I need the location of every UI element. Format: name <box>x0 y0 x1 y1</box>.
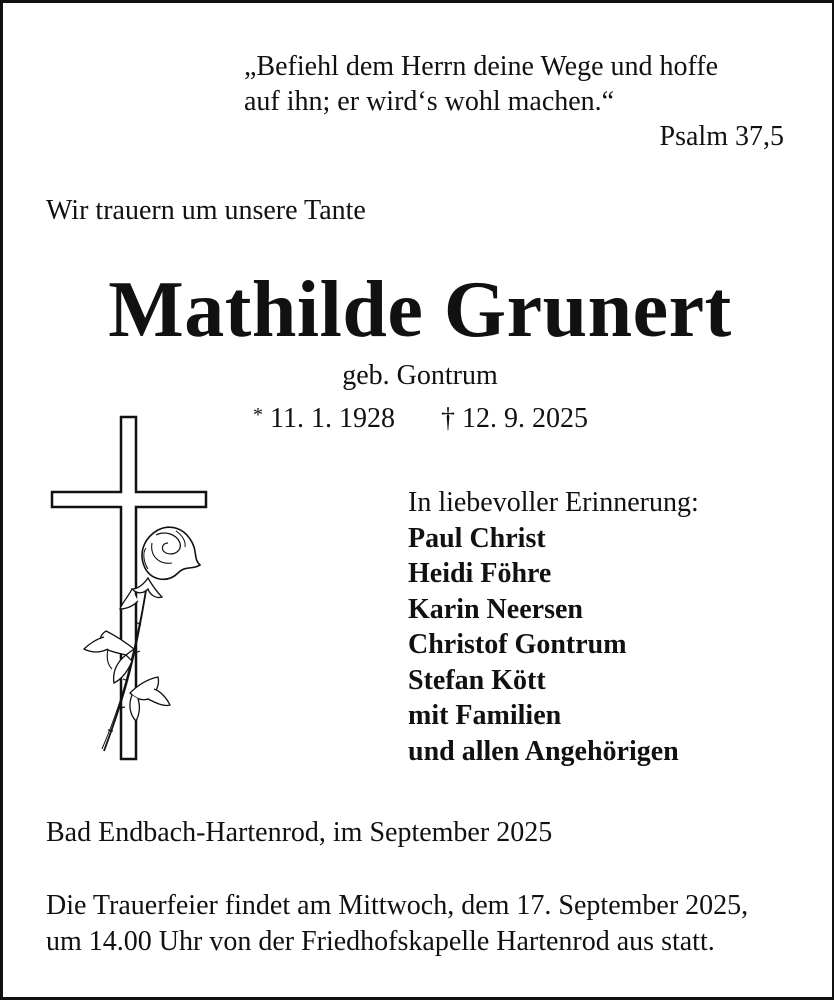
mourner-name: Heidi Föhre <box>408 558 552 589</box>
intro-text: Wir trauern um unsere Tante <box>46 195 366 226</box>
birth-star-icon: * <box>253 404 263 426</box>
quote-source: Psalm 37,5 <box>659 121 784 152</box>
quote-line: „Befiehl dem Herrn deine Wege und hoffe <box>244 51 719 82</box>
mourner-name: Karin Neersen <box>408 593 583 625</box>
quote-line: auf ihn; er wird‘s wohl machen.“ <box>244 86 615 117</box>
birth-date: 11. 1. 1928 <box>270 403 395 434</box>
cross-with-rose-icon <box>48 413 213 763</box>
death-dagger-icon: † <box>440 403 455 434</box>
place-and-date: Bad Endbach-Hartenrod, im September 2025 <box>46 817 553 848</box>
death-date: 12. 9. 2025 <box>461 403 588 434</box>
mourner-name: Stefan Kött <box>408 664 546 696</box>
service-line: Die Trauerfeier findet am Mittwoch, dem 17. September 2025, <box>46 890 749 921</box>
service-line: um 14.00 Uhr von der Friedhofskapelle Hartenrod aus statt. <box>46 926 715 957</box>
mourner-relatives: und allen Angehörigen <box>408 735 679 767</box>
birth-name-text: geb. Gontrum <box>342 360 498 391</box>
mourner-name: Paul Christ <box>408 522 546 554</box>
mourners-list <box>408 485 699 769</box>
mourner-families: mit Familien <box>408 700 562 731</box>
bible-quote <box>244 49 784 119</box>
life-dates <box>253 398 588 436</box>
deceased-name: Mathilde Grunert <box>108 266 732 354</box>
mourners-heading: In liebevoller Erinnerung: <box>408 487 699 518</box>
birth-name <box>3 359 834 393</box>
funeral-service-info <box>46 888 748 960</box>
mourner-name: Christof Gontrum <box>408 629 627 660</box>
